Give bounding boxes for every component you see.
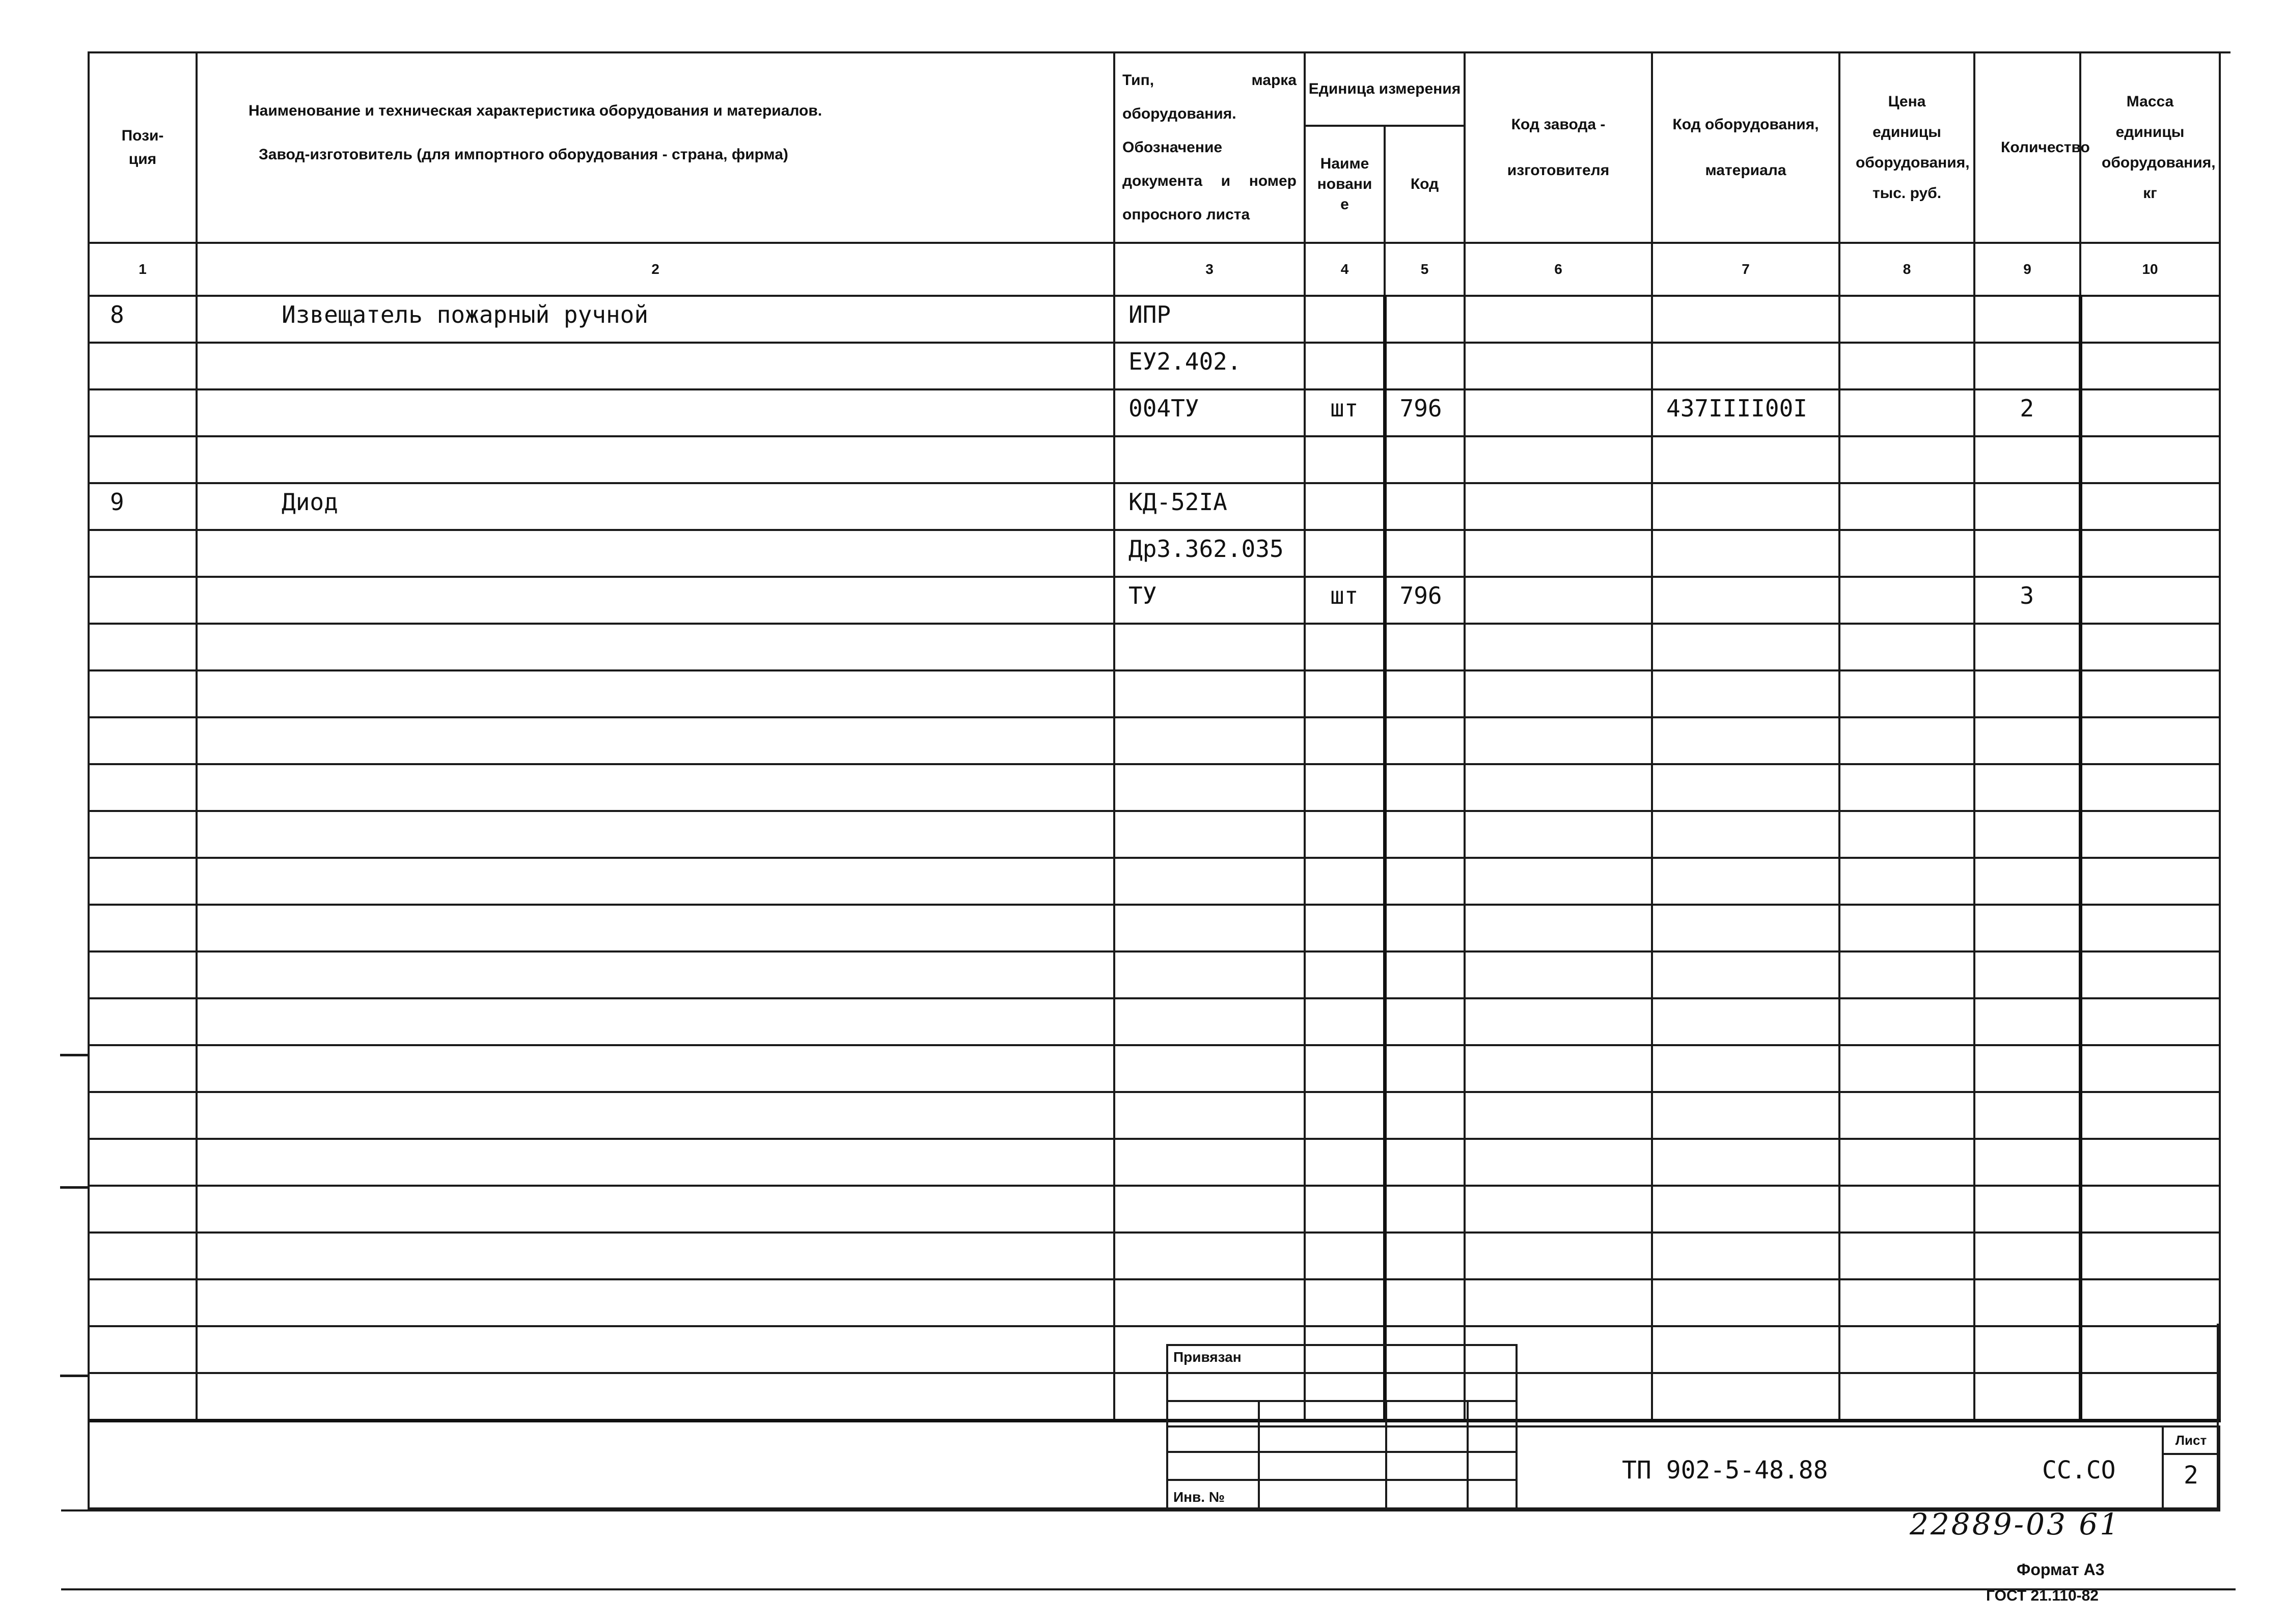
cell-price xyxy=(1839,296,1974,343)
cell-quantity xyxy=(1974,951,2080,998)
cell-price xyxy=(1839,905,1974,951)
margin-tick xyxy=(60,1186,88,1189)
cell-unit-name xyxy=(1305,1045,1385,1092)
lower-border-line xyxy=(61,1588,2236,1590)
cell-plant-code xyxy=(1465,624,1652,670)
cell-mass xyxy=(2080,343,2220,389)
cell-unit-name: шт xyxy=(1305,577,1385,624)
cell-position xyxy=(89,951,197,998)
cell-position xyxy=(89,624,197,670)
cell-type: Др3.362.035 xyxy=(1114,530,1305,577)
table-row xyxy=(89,717,2220,764)
cell-unit-name xyxy=(1305,1279,1385,1326)
col-number: 10 xyxy=(2080,243,2220,296)
cell-unit-name xyxy=(1305,483,1385,530)
cell-mass xyxy=(2080,1279,2220,1326)
cell-position xyxy=(89,1092,197,1139)
col-number: 1 xyxy=(89,243,197,296)
col-number: 4 xyxy=(1305,243,1385,296)
cell-plant-code xyxy=(1465,1279,1652,1326)
cell-unit-name xyxy=(1305,858,1385,905)
cell-quantity xyxy=(1974,296,2080,343)
cell-unit-code xyxy=(1385,670,1465,717)
cell-unit-name xyxy=(1305,1092,1385,1139)
cell-type: ЕУ2.402. xyxy=(1114,343,1305,389)
cell-plant-code xyxy=(1465,905,1652,951)
header-mass: Масса единицы оборудования, кг xyxy=(2080,52,2220,243)
cell-name xyxy=(197,951,1114,998)
col-number: 7 xyxy=(1652,243,1839,296)
cell-price xyxy=(1839,1092,1974,1139)
table-row xyxy=(89,905,2220,951)
cell-name xyxy=(197,436,1114,483)
cell-mass xyxy=(2080,483,2220,530)
cell-price xyxy=(1839,624,1974,670)
cell-price xyxy=(1839,1139,1974,1186)
table-row xyxy=(89,951,2220,998)
cell-unit-code xyxy=(1385,1045,1465,1092)
cell-mass xyxy=(2080,436,2220,483)
cell-mass xyxy=(2080,1139,2220,1186)
cell-type xyxy=(1114,670,1305,717)
cell-unit-code xyxy=(1385,764,1465,811)
cell-mass xyxy=(2080,670,2220,717)
cell-name xyxy=(197,530,1114,577)
cell-mass xyxy=(2080,764,2220,811)
cell-plant-code xyxy=(1465,343,1652,389)
cell-position xyxy=(89,343,197,389)
cell-quantity xyxy=(1974,717,2080,764)
cell-equipment-code xyxy=(1652,1092,1839,1139)
table-row xyxy=(89,998,2220,1045)
cell-plant-code xyxy=(1465,1186,1652,1233)
table-row xyxy=(89,670,2220,717)
cell-unit-code xyxy=(1385,530,1465,577)
cell-name: Диод xyxy=(197,483,1114,530)
cell-quantity xyxy=(1974,1139,2080,1186)
margin-tick xyxy=(60,1054,88,1056)
table-row xyxy=(89,1279,2220,1326)
cell-plant-code xyxy=(1465,670,1652,717)
header-type: Тип, марка оборудования. Обозначение документа и номер опросного листа xyxy=(1114,52,1305,243)
handwritten-number: 22889-03 61 xyxy=(1910,1507,2121,1542)
table-row xyxy=(89,530,2220,577)
specification-table xyxy=(88,51,2221,1422)
cell-unit-name xyxy=(1305,624,1385,670)
cell-unit-code xyxy=(1385,343,1465,389)
cell-price xyxy=(1839,343,1974,389)
cell-unit-name xyxy=(1305,343,1385,389)
cell-price xyxy=(1839,811,1974,858)
cell-mass xyxy=(2080,389,2220,436)
header-plant-code: Код завода - изготовителя xyxy=(1465,52,1652,243)
cell-type xyxy=(1114,436,1305,483)
cell-price xyxy=(1839,764,1974,811)
table-row xyxy=(89,1045,2220,1092)
cell-quantity xyxy=(1974,343,2080,389)
cell-mass xyxy=(2080,858,2220,905)
cell-unit-name xyxy=(1305,296,1385,343)
format-label: Формат А3 xyxy=(2017,1560,2105,1579)
cell-mass xyxy=(2080,577,2220,624)
cell-price xyxy=(1839,717,1974,764)
header-unit-name: Наименование xyxy=(1305,126,1385,243)
document-code: ТП 902-5-48.88 xyxy=(1622,1456,1828,1485)
cell-type xyxy=(1114,1233,1305,1279)
cell-price xyxy=(1839,1186,1974,1233)
sheet-box xyxy=(2162,1425,2220,1509)
cell-unit-name xyxy=(1305,998,1385,1045)
header-price: Цена единицы оборудования, тыс. руб. xyxy=(1839,52,1974,243)
cell-quantity: 2 xyxy=(1974,389,2080,436)
cell-equipment-code xyxy=(1652,530,1839,577)
cell-position: 8 xyxy=(89,296,197,343)
cell-position xyxy=(89,998,197,1045)
cell-unit-code: 796 xyxy=(1385,577,1465,624)
table-row xyxy=(89,811,2220,858)
cell-plant-code xyxy=(1465,764,1652,811)
cell-plant-code xyxy=(1465,1045,1652,1092)
title-block-frame xyxy=(88,1324,2219,1509)
cell-position xyxy=(89,1233,197,1279)
cell-unit-name xyxy=(1305,1186,1385,1233)
cell-position xyxy=(89,1045,197,1092)
gost-label: ГОСТ 21.110-82 xyxy=(1986,1587,2099,1604)
cell-quantity xyxy=(1974,483,2080,530)
stamp-line xyxy=(1166,1451,1518,1453)
cell-name: Извещатель пожарный ручной xyxy=(197,296,1114,343)
bottom-border-line xyxy=(61,1509,2220,1511)
cell-mass xyxy=(2080,296,2220,343)
header-position: Пози- ция xyxy=(89,52,197,243)
cell-unit-code xyxy=(1385,717,1465,764)
table-row xyxy=(89,764,2220,811)
cell-equipment-code xyxy=(1652,296,1839,343)
cell-name xyxy=(197,1279,1114,1326)
header-name-line1: Наименование и техническая характеристика оборудования и материалов. xyxy=(249,102,822,119)
cell-type: ТУ xyxy=(1114,577,1305,624)
cell-unit-name xyxy=(1305,951,1385,998)
stamp-line xyxy=(1467,1400,1469,1509)
cell-unit-name xyxy=(1305,530,1385,577)
cell-position xyxy=(89,811,197,858)
cell-unit-name xyxy=(1305,1233,1385,1279)
cell-price xyxy=(1839,670,1974,717)
cell-equipment-code xyxy=(1652,1045,1839,1092)
col-number: 5 xyxy=(1385,243,1465,296)
cell-type: ИПР xyxy=(1114,296,1305,343)
cell-unit-name: шт xyxy=(1305,389,1385,436)
cell-equipment-code: 437IIII00I xyxy=(1652,389,1839,436)
cell-plant-code xyxy=(1465,1233,1652,1279)
cell-price xyxy=(1839,483,1974,530)
cell-unit-code xyxy=(1385,1092,1465,1139)
cell-quantity xyxy=(1974,530,2080,577)
cell-mass xyxy=(2080,951,2220,998)
cell-unit-code xyxy=(1385,858,1465,905)
sheet-label: Лист xyxy=(2164,1427,2218,1455)
header-name xyxy=(197,52,1114,243)
cell-position xyxy=(89,670,197,717)
cell-equipment-code xyxy=(1652,764,1839,811)
cell-unit-name xyxy=(1305,1139,1385,1186)
table-row xyxy=(89,1233,2220,1279)
cell-plant-code xyxy=(1465,577,1652,624)
header-quantity: Количество xyxy=(1974,52,2080,243)
cell-equipment-code xyxy=(1652,436,1839,483)
cell-name xyxy=(197,905,1114,951)
cell-name xyxy=(197,858,1114,905)
cell-quantity xyxy=(1974,998,2080,1045)
cell-plant-code xyxy=(1465,998,1652,1045)
cell-plant-code xyxy=(1465,1139,1652,1186)
cell-price xyxy=(1839,530,1974,577)
header-unit-group: Единица измерения xyxy=(1305,52,1465,126)
cell-type xyxy=(1114,905,1305,951)
col-number: 2 xyxy=(197,243,1114,296)
stamp-line xyxy=(1258,1400,1260,1509)
cell-unit-code: 796 xyxy=(1385,389,1465,436)
cell-quantity xyxy=(1974,1279,2080,1326)
cell-position xyxy=(89,577,197,624)
cell-name xyxy=(197,389,1114,436)
cell-mass xyxy=(2080,717,2220,764)
cell-plant-code xyxy=(1465,483,1652,530)
cell-unit-name xyxy=(1305,764,1385,811)
cell-position: 9 xyxy=(89,483,197,530)
cell-equipment-code xyxy=(1652,343,1839,389)
cell-position xyxy=(89,1279,197,1326)
cell-unit-code xyxy=(1385,1186,1465,1233)
stamp-line xyxy=(1166,1400,1518,1402)
table-row xyxy=(89,389,2220,436)
cell-quantity xyxy=(1974,436,2080,483)
cell-equipment-code xyxy=(1652,811,1839,858)
inventory-number-label: Инв. № xyxy=(1173,1489,1225,1505)
cell-name xyxy=(197,624,1114,670)
cell-name xyxy=(197,670,1114,717)
cell-equipment-code xyxy=(1652,1186,1839,1233)
stamp-line xyxy=(1166,1425,1518,1427)
cell-unit-code xyxy=(1385,951,1465,998)
cell-mass xyxy=(2080,1233,2220,1279)
table-row xyxy=(89,624,2220,670)
cell-position xyxy=(89,1186,197,1233)
cell-name xyxy=(197,343,1114,389)
cell-name xyxy=(197,1186,1114,1233)
cell-type xyxy=(1114,998,1305,1045)
cell-mass xyxy=(2080,905,2220,951)
cell-name xyxy=(197,1233,1114,1279)
privyazan-label: Привязан xyxy=(1173,1349,1242,1365)
cell-position xyxy=(89,764,197,811)
cell-plant-code xyxy=(1465,1092,1652,1139)
cell-unit-code xyxy=(1385,436,1465,483)
cell-unit-code xyxy=(1385,1279,1465,1326)
cell-equipment-code xyxy=(1652,483,1839,530)
table-row xyxy=(89,436,2220,483)
col-number: 9 xyxy=(1974,243,2080,296)
cell-unit-code xyxy=(1385,998,1465,1045)
cell-position xyxy=(89,717,197,764)
header-equipment-code: Код оборудования, материала xyxy=(1652,52,1839,243)
cell-price xyxy=(1839,951,1974,998)
cell-equipment-code xyxy=(1652,1139,1839,1186)
cell-quantity xyxy=(1974,1186,2080,1233)
cell-plant-code xyxy=(1465,858,1652,905)
cell-quantity xyxy=(1974,1092,2080,1139)
header-name-line2: Завод-изготовитель (для импортного оборудования - страна, фирма) xyxy=(259,146,788,163)
cell-quantity xyxy=(1974,624,2080,670)
cell-unit-name xyxy=(1305,905,1385,951)
sheet-number: 2 xyxy=(2184,1461,2198,1490)
table-row xyxy=(89,296,2220,343)
cell-mass xyxy=(2080,1092,2220,1139)
col-number: 8 xyxy=(1839,243,1974,296)
cell-plant-code xyxy=(1465,951,1652,998)
cell-position xyxy=(89,436,197,483)
cell-name xyxy=(197,998,1114,1045)
cell-plant-code xyxy=(1465,296,1652,343)
table-row xyxy=(89,1139,2220,1186)
cell-unit-code xyxy=(1385,1139,1465,1186)
cell-quantity: 3 xyxy=(1974,577,2080,624)
cell-mass xyxy=(2080,1045,2220,1092)
cell-type xyxy=(1114,1092,1305,1139)
cell-mass xyxy=(2080,811,2220,858)
cell-equipment-code xyxy=(1652,951,1839,998)
cell-equipment-code xyxy=(1652,905,1839,951)
cell-name xyxy=(197,1139,1114,1186)
cell-type xyxy=(1114,951,1305,998)
cell-plant-code xyxy=(1465,436,1652,483)
table-row xyxy=(89,858,2220,905)
cell-unit-code xyxy=(1385,811,1465,858)
cell-unit-code xyxy=(1385,624,1465,670)
cell-name xyxy=(197,1045,1114,1092)
cell-equipment-code xyxy=(1652,624,1839,670)
cell-type xyxy=(1114,1139,1305,1186)
section-code: СС.СО xyxy=(2042,1456,2116,1485)
column-numbers-row xyxy=(89,243,2220,296)
cell-equipment-code xyxy=(1652,717,1839,764)
cell-name xyxy=(197,811,1114,858)
cell-type xyxy=(1114,624,1305,670)
cell-unit-name xyxy=(1305,670,1385,717)
cell-price xyxy=(1839,436,1974,483)
cell-equipment-code xyxy=(1652,1279,1839,1326)
col-number: 3 xyxy=(1114,243,1305,296)
cell-unit-code xyxy=(1385,1233,1465,1279)
cell-quantity xyxy=(1974,764,2080,811)
cell-type xyxy=(1114,1045,1305,1092)
cell-type xyxy=(1114,764,1305,811)
cell-quantity xyxy=(1974,670,2080,717)
cell-unit-name xyxy=(1305,717,1385,764)
table-row xyxy=(89,483,2220,530)
table-row xyxy=(89,577,2220,624)
cell-position xyxy=(89,389,197,436)
cell-type xyxy=(1114,811,1305,858)
cell-unit-code xyxy=(1385,483,1465,530)
cell-mass xyxy=(2080,624,2220,670)
cell-quantity xyxy=(1974,811,2080,858)
cell-equipment-code xyxy=(1652,670,1839,717)
cell-type xyxy=(1114,1279,1305,1326)
cell-equipment-code xyxy=(1652,998,1839,1045)
cell-name xyxy=(197,577,1114,624)
cell-name xyxy=(197,764,1114,811)
cell-mass xyxy=(2080,998,2220,1045)
cell-unit-code xyxy=(1385,905,1465,951)
stamp-line xyxy=(1166,1479,1518,1481)
cell-quantity xyxy=(1974,1045,2080,1092)
cell-price xyxy=(1839,389,1974,436)
cell-position xyxy=(89,858,197,905)
cell-type xyxy=(1114,858,1305,905)
table-row xyxy=(89,1186,2220,1233)
cell-plant-code xyxy=(1465,717,1652,764)
cell-name xyxy=(197,717,1114,764)
cell-mass xyxy=(2080,530,2220,577)
cell-position xyxy=(89,905,197,951)
cell-equipment-code xyxy=(1652,577,1839,624)
cell-unit-name xyxy=(1305,436,1385,483)
cell-quantity xyxy=(1974,905,2080,951)
cell-quantity xyxy=(1974,1233,2080,1279)
cell-type xyxy=(1114,717,1305,764)
margin-tick xyxy=(60,1375,88,1377)
cell-price xyxy=(1839,998,1974,1045)
col-number: 6 xyxy=(1465,243,1652,296)
cell-price xyxy=(1839,1279,1974,1326)
cell-unit-name xyxy=(1305,811,1385,858)
cell-position xyxy=(89,530,197,577)
top-border-extension xyxy=(2174,51,2230,53)
table-row xyxy=(89,343,2220,389)
cell-quantity xyxy=(1974,858,2080,905)
cell-price xyxy=(1839,1233,1974,1279)
cell-type: 004ТУ xyxy=(1114,389,1305,436)
cell-mass xyxy=(2080,1186,2220,1233)
header-unit-code: Код xyxy=(1385,126,1465,243)
cell-plant-code xyxy=(1465,811,1652,858)
cell-position xyxy=(89,1139,197,1186)
cell-price xyxy=(1839,577,1974,624)
table-row xyxy=(89,1092,2220,1139)
cell-price xyxy=(1839,858,1974,905)
title-divider xyxy=(1518,1425,2162,1427)
cell-plant-code xyxy=(1465,530,1652,577)
cell-unit-code xyxy=(1385,296,1465,343)
cell-plant-code xyxy=(1465,389,1652,436)
cell-equipment-code xyxy=(1652,858,1839,905)
cell-type: КД-52IА xyxy=(1114,483,1305,530)
cell-price xyxy=(1839,1045,1974,1092)
specification-rows xyxy=(89,296,2220,1421)
cell-equipment-code xyxy=(1652,1233,1839,1279)
cell-type xyxy=(1114,1186,1305,1233)
stamp-line xyxy=(1385,1400,1387,1509)
cell-name xyxy=(197,1092,1114,1139)
